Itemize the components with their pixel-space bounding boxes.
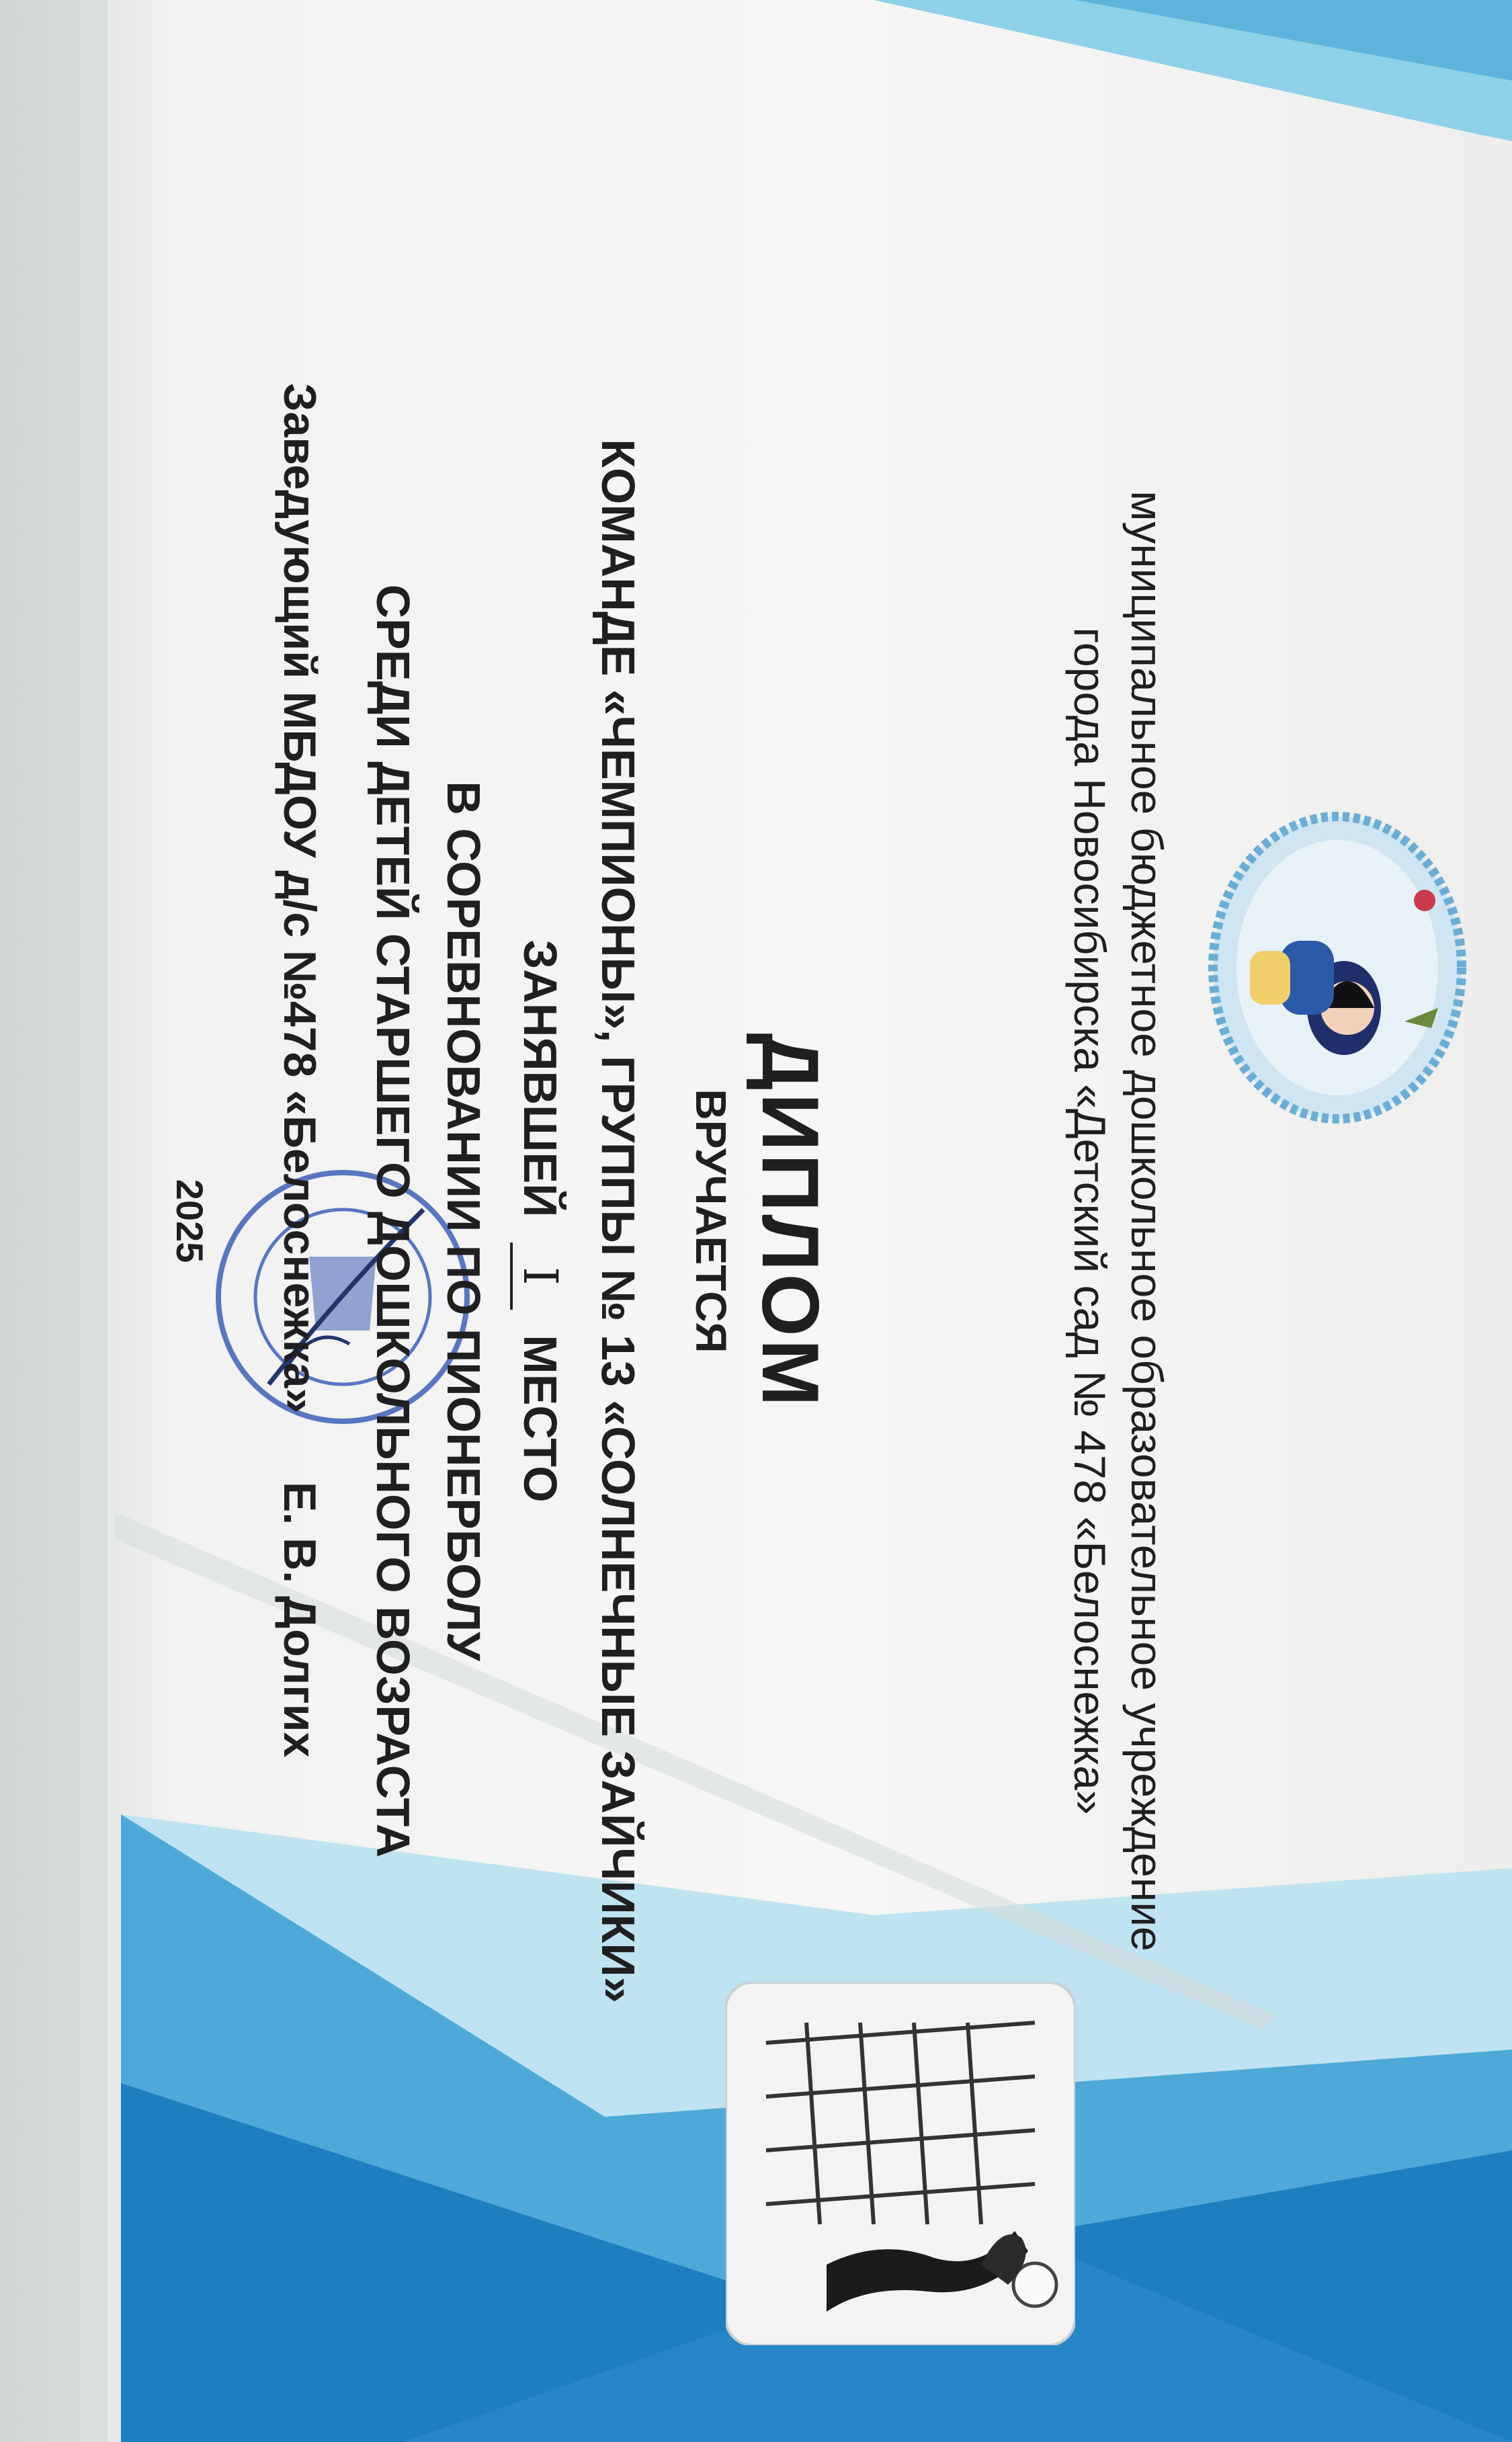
- organization-line-2: города Новосибирска «Детский сад № 478 «Белоснежка»: [1065, 627, 1115, 1815]
- diploma-year: 2025: [169, 1179, 211, 1263]
- signature-name: Е. В. Долгих: [274, 1482, 325, 1758]
- signature-label: Заведующий МБДОУ д/с №478 «Белоснежка»: [274, 383, 325, 1414]
- handed-label: ВРУЧАЕТСЯ: [687, 1089, 735, 1353]
- place-prefix: ЗАНЯВШЕЙ: [514, 939, 566, 1218]
- place-value: I: [510, 1243, 568, 1310]
- diploma-title: ДИПЛОМ: [745, 1033, 835, 1409]
- place-suffix: МЕСТО: [514, 1335, 566, 1503]
- team-line: КОМАНДЕ «ЧЕМПИОНЫ», ГРУППЫ № 13 «СОЛНЕЧНЫЕ ЗАЙЧИКИ»: [592, 439, 644, 2003]
- event-line: В СОРЕВНОВАНИИ ПО ПИОНЕРБОЛУ: [437, 781, 490, 1661]
- place-line: [510, 0, 568, 2442]
- organization-line-1: муниципальное бюджетное дошкольное образовательное учреждение: [1122, 491, 1172, 1951]
- age-group-line: СРЕДИ ДЕТЕЙ СТАРШЕГО ДОШКОЛЬНОГО ВОЗРАСТА: [367, 584, 419, 1858]
